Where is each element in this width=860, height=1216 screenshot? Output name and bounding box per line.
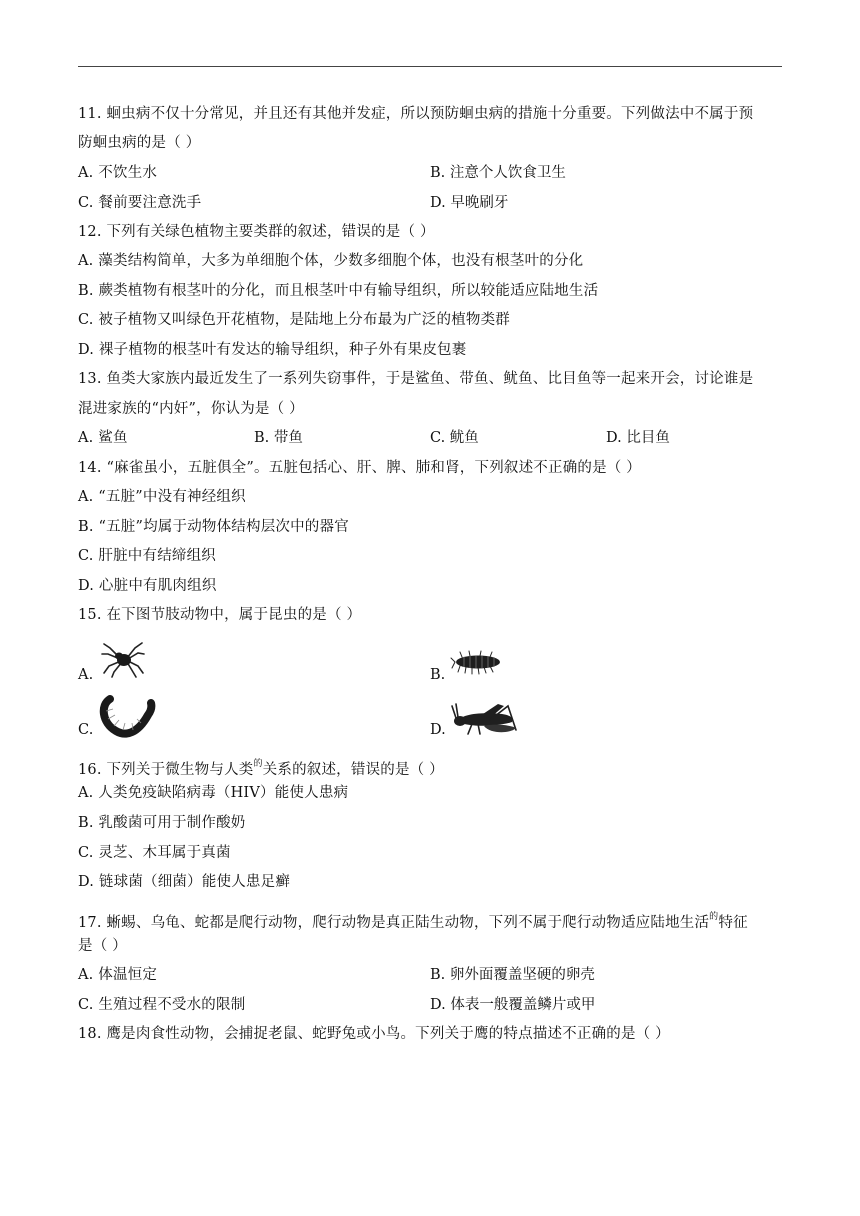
q16-stem-part1: 16. 下列关于微生物与人类 — [78, 762, 254, 778]
q16-option-a: A. 人类免疫缺陷病毒（HIV）能使人患病 — [78, 785, 349, 801]
spider-icon — [100, 640, 146, 678]
q12-option-d: D. 裸子植物的根茎叶有发达的输导组织，种子外有果皮包裹 — [78, 342, 467, 358]
q11-option-a: A. 不饮生水 — [78, 165, 158, 181]
q16-stem-part2: 关系的叙述，错误的是（ ） — [262, 762, 444, 778]
q12-option-c: C. 被子植物又叫绿色开花植物，是陆地上分布最为广泛的植物类群 — [78, 312, 510, 328]
q14-option-b: B. “五脏”均属于动物体结构层次中的器官 — [78, 519, 349, 535]
millipede-icon — [450, 648, 506, 676]
q17-stem-line2: 是（ ） — [78, 938, 127, 954]
q17-stem-part2: 特征 — [718, 915, 748, 931]
q14-option-c: C. 肝脏中有结缔组织 — [78, 548, 216, 564]
q12-option-b: B. 蕨类植物有根茎叶的分化，而且根茎叶中有输导组织，所以较能适应陆地生活 — [78, 283, 599, 299]
q18-stem: 18. 鹰是肉食性动物，会捕捉老鼠、蛇野兔或小鸟。下列关于鹰的特点描述不正确的是（ ） — [78, 1026, 670, 1042]
q17-stem-part1: 17. 蜥蜴、乌龟、蛇都是爬行动物，爬行动物是真正陆生动物，下列不属于爬行动物适应陆地生活 — [78, 915, 710, 931]
q14-option-d: D. 心脏中有肌肉组织 — [78, 578, 217, 594]
q13-option-d: D. 比目鱼 — [606, 430, 670, 446]
q13-stem-line2: 混进家族的“内奸”，你认为是（ ） — [78, 401, 304, 417]
q16-option-d: D. 链球菌（细菌）能使人患足癣 — [78, 874, 291, 890]
q11-stem-line2: 防蛔虫病的是（ ） — [78, 135, 201, 151]
q11-option-b: B. 注意个人饮食卫生 — [430, 165, 566, 181]
q13-option-b: B. 带鱼 — [254, 430, 303, 446]
q17-stem-small-char: 的 — [709, 912, 719, 922]
q12-option-a: A. 藻类结构简单，大多为单细胞个体，少数多细胞个体，也没有根茎叶的分化 — [78, 253, 584, 269]
q14-stem: 14. “麻雀虽小，五脏俱全”。五脏包括心、肝、脾、肺和肾，下列叙述不正确的是（ ） — [78, 460, 642, 476]
q17-option-c: C. 生殖过程不受水的限制 — [78, 997, 246, 1013]
q16-option-c: C. 灵芝、木耳属于真菌 — [78, 845, 231, 861]
q15-option-b-label: B. — [430, 667, 446, 683]
q13-stem-line1: 13. 鱼类大家族内最近发生了一系列失窃事件，于是鲨鱼、带鱼、鱿鱼、比目鱼等一起来开会，讨论谁是 — [78, 371, 754, 387]
q11-option-c: C. 餐前要注意洗手 — [78, 195, 202, 211]
q17-stem-line1 — [78, 907, 748, 933]
q16-stem — [78, 754, 444, 780]
q16-option-b: B. 乳酸菌可用于制作酸奶 — [78, 815, 246, 831]
q13-option-c: C. 鱿鱼 — [430, 430, 479, 446]
q17-option-a: A. 体温恒定 — [78, 967, 158, 983]
q14-option-a: A. “五脏”中没有神经组织 — [78, 489, 246, 505]
q15-option-d-label: D. — [430, 722, 446, 738]
q16-stem-small-char: 的 — [253, 759, 263, 769]
earthworm-icon — [96, 693, 156, 741]
q15-stem: 15. 在下图节肢动物中，属于昆虫的是（ ） — [78, 607, 362, 623]
q17-option-b: B. 卵外面覆盖坚硬的卵壳 — [430, 967, 595, 983]
q15-option-a-label: A. — [78, 667, 94, 683]
grasshopper-icon — [450, 700, 522, 740]
q12-stem: 12. 下列有关绿色植物主要类群的叙述，错误的是（ ） — [78, 224, 435, 240]
q15-option-c-label: C. — [78, 722, 94, 738]
q11-stem-line1: 11. 蛔虫病不仅十分常见，并且还有其他并发症，所以预防蛔虫病的措施十分重要。下列做法中不属于预 — [78, 106, 754, 122]
q11-option-d: D. 早晚刷牙 — [430, 195, 509, 211]
header-rule — [78, 66, 782, 67]
q13-option-a: A. 鲨鱼 — [78, 430, 128, 446]
q17-option-d: D. 体表一般覆盖鳞片或甲 — [430, 997, 596, 1013]
